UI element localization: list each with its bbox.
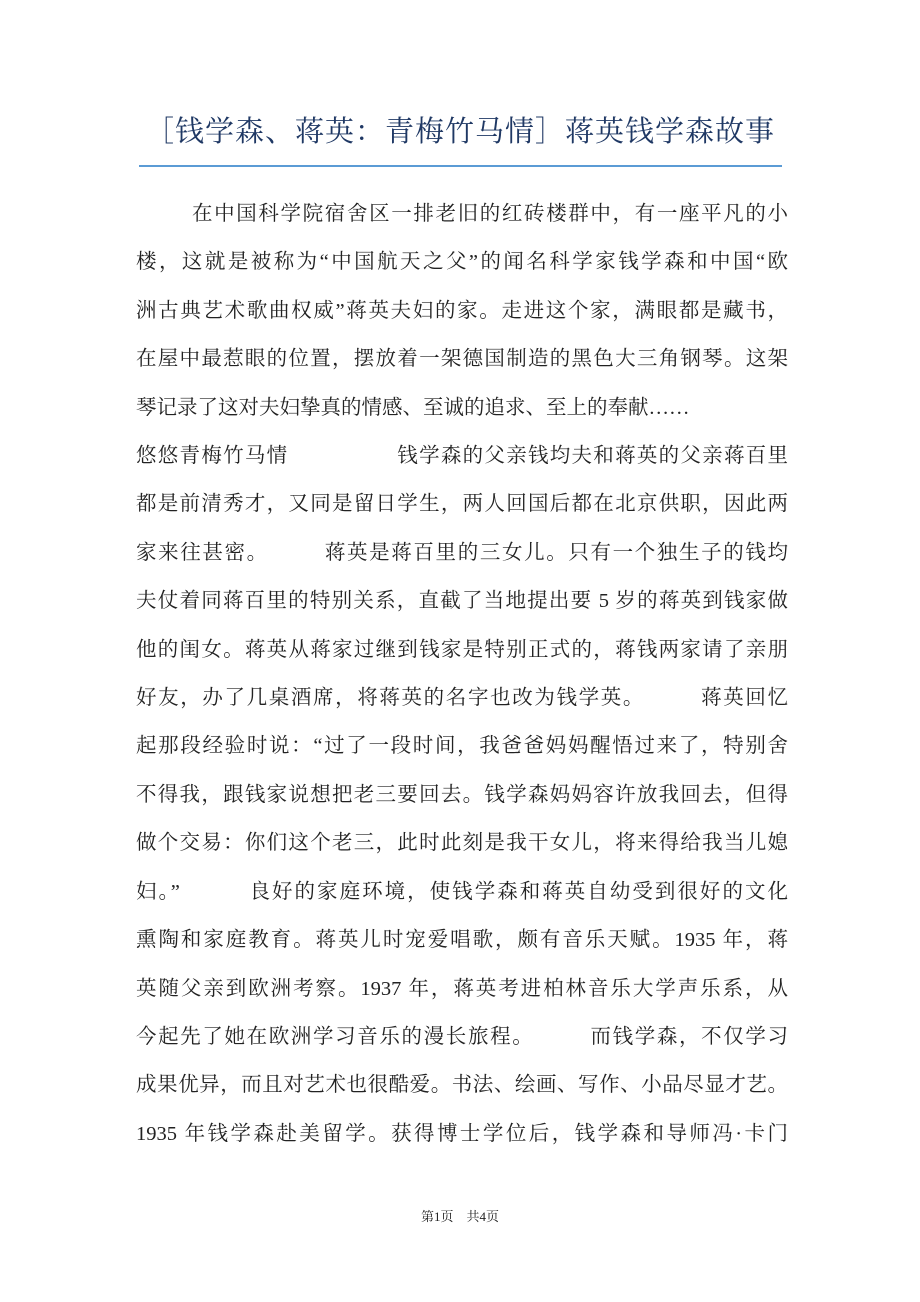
text-line: 1935 年钱学森赴美留学。获得博士学位后，钱学森和导师冯·卡门 [136, 1122, 788, 1145]
text-line: 在屋中最惹眼的位置，摆放着一架德国制造的黑色大三角钢琴。这架 [136, 348, 788, 371]
text-line: 英随父亲到欧洲考察。1937 年，蒋英考进柏林音乐大学声乐系，从 [136, 977, 788, 1000]
document-title: ［钱学森、蒋英：青梅竹马情］蒋英钱学森故事 [144, 116, 775, 148]
text-line: 好友，办了几桌酒席，将蒋英的名字也改为钱学英。 蒋英回忆 [136, 687, 788, 710]
document-body [136, 190, 788, 1158]
text-line: 做个交易：你们这个老三，此时此刻是我干女儿，将来得给我当儿媳 [136, 832, 788, 855]
text-line: 起那段经验时说：“过了一段时间，我爸爸妈妈醒悟过来了，特别舍 [136, 735, 788, 758]
text-line: 家来往甚密。 蒋英是蒋百里的三女儿。只有一个独生子的钱均 [136, 541, 788, 564]
text-line: 在中国科学院宿舍区一排老旧的红砖楼群中，有一座平凡的小 [192, 203, 788, 225]
text-line: 悠悠青梅竹马情 钱学森的父亲钱均夫和蒋英的父亲蒋百里 [136, 445, 788, 468]
text-line: 成果优异，而且对艺术也很酷爱。书法、绘画、写作、小品尽显才艺。 [136, 1074, 788, 1097]
text-line: 都是前清秀才，又同是留日学生，两人回国后都在北京供职，因此两 [136, 493, 788, 516]
text-line: 今起先了她在欧洲学习音乐的漫长旅程。 而钱学森，不仅学习 [136, 1025, 788, 1048]
text-line: 楼，这就是被称为“中国航天之父”的闻名科学家钱学森和中国“欧 [136, 251, 788, 274]
text-line: 妇。” 良好的家庭环境，使钱学森和蒋英自幼受到很好的文化 [136, 880, 788, 903]
text-line: 他的闺女。蒋英从蒋家过继到钱家是特别正式的，蒋钱两家请了亲朋 [136, 638, 788, 661]
page-footer: 第1页 共4页 [420, 1209, 499, 1224]
text-line: 琴记录了这对夫妇挚真的情感、至诚的追求、至上的奉献…… [136, 396, 690, 419]
text-line: 不得我，跟钱家说想把老三要回去。钱学森妈妈容许放我回去，但得 [136, 783, 788, 806]
text-line: 洲古典艺术歌曲权威”蒋英夫妇的家。走进这个家，满眼都是藏书， [136, 299, 788, 322]
text-line: 夫仗着同蒋百里的特别关系，直截了当地提出要 5 岁的蒋英到钱家做 [136, 590, 788, 613]
text-line: 熏陶和家庭教育。蒋英儿时宠爱唱歌，颇有音乐天赋。1935 年，蒋 [136, 929, 788, 952]
title-divider [139, 165, 782, 167]
